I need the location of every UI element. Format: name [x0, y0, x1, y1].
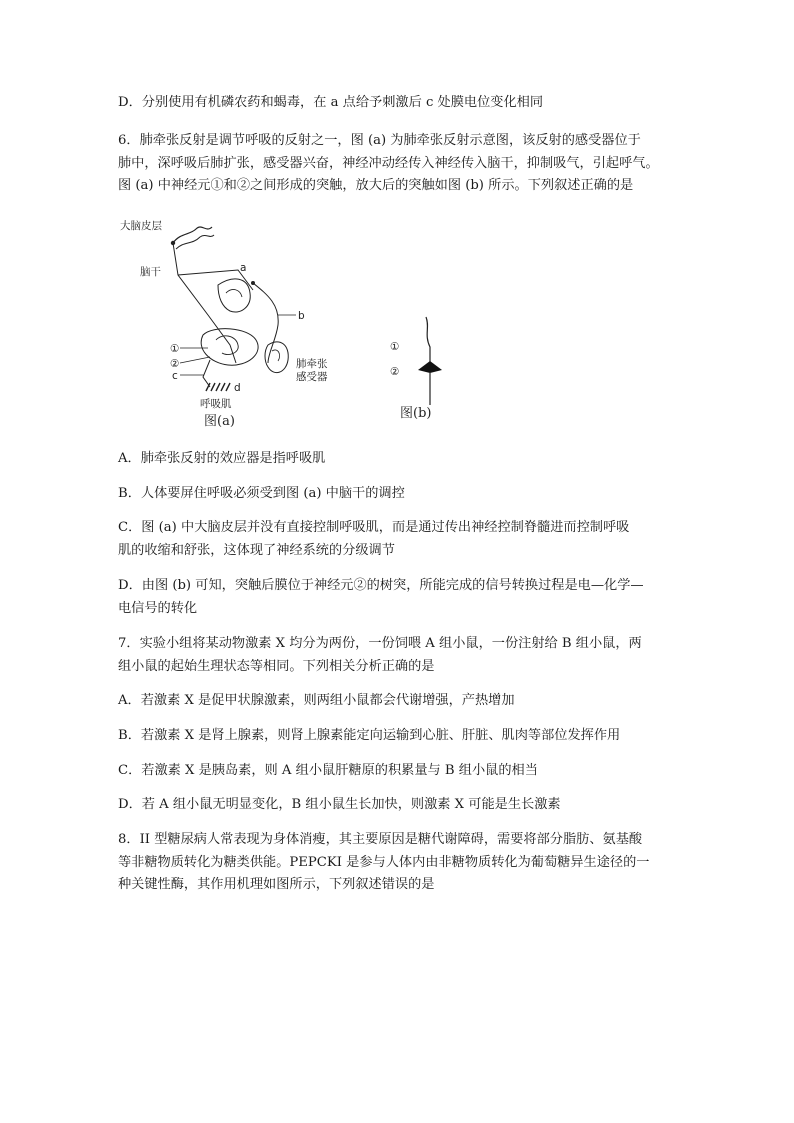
q6-stem — [118, 130, 680, 198]
label-respiratory-muscle: 呼吸肌 — [200, 398, 232, 410]
q8-stem: 8．II 型糖尿病人常表现为身体消瘦，其主要原因是糖代谢障碍，需要将部分脂肪、氨基酸 等非糖物质转化为糖类供能。PEPCKI 是参与人体内由非糖物质转化为葡萄糖异生途径的一 种关键性酶，其作用机理如图所示，下列叙述错误的是 — [118, 832, 650, 892]
q6-stem-line: 图 (a) 中神经元①和②之间形成的突触，放大后的突触如图 (b) 所示。下列叙述正确的是 — [118, 178, 634, 193]
q6-option-b: B．人体要屏住呼吸必须受到图 (a) 中脑干的调控 — [118, 486, 405, 501]
reflex-diagram — [118, 215, 458, 430]
fig-b-label-neuron-2: ② — [390, 366, 400, 378]
q7-option-d: D．若 A 组小鼠无明显变化，B 组小鼠生长加快，则激素 X 可能是生长激素 — [118, 797, 561, 812]
q6-option-a: A．肺牵张反射的效应器是指呼吸肌 — [118, 451, 326, 466]
label-c: c — [172, 370, 178, 382]
label-neuron-2: ② — [170, 358, 180, 370]
q6-stem-line: 肺中，深呼吸后肺扩张，感受器兴奋，神经冲动经传入神经传入脑干，抑制吸气，引起呼气。 — [118, 155, 659, 171]
q7-option-c: C．若激素 X 是胰岛素，则 A 组小鼠肝糖原的积累量与 B 组小鼠的相当 — [118, 763, 538, 778]
q6-stem-line: 6．肺牵张反射是调节呼吸的反射之一，图 (a) 为肺牵张反射示意图，该反射的感受器位于 — [118, 133, 641, 148]
q7-option-a: A．若激素 X 是促甲状腺激素，则两组小鼠都会代谢增强，产热增加 — [118, 693, 515, 708]
q7-stem: 7．实验小组将某动物激素 X 均分为两份，一份饲喂 A 组小鼠，一份注射给 B 组小鼠，两 组小鼠的起始生理状态等相同。下列相关分析正确的是 — [118, 636, 642, 674]
label-a: a — [240, 262, 247, 274]
caption-fig-a: 图(a) — [204, 414, 235, 429]
q7-option-b: B．若激素 X 是肾上腺素，则肾上腺素能定向运输到心脏、肝脏、肌肉等部位发挥作用 — [118, 728, 621, 743]
label-d: d — [234, 382, 241, 394]
q6-option-c: C．图 (a) 中大脑皮层并没有直接控制呼吸肌，而是通过传出神经控制脊髓进而控制呼吸 肌的收缩和舒张，这体现了神经系统的分级调节 — [118, 520, 630, 558]
q6-figure — [118, 215, 458, 430]
label-brainstem: 脑干 — [140, 266, 161, 278]
label-neuron-1: ① — [170, 343, 180, 355]
label-b: b — [298, 310, 305, 322]
q6-option-d: D．由图 (b) 可知，突触后膜位于神经元②的树突，所能完成的信号转换过程是电—化学— 电信号的转化 — [118, 578, 644, 616]
caption-fig-b: 图(b) — [400, 406, 432, 421]
fig-b-label-neuron-1: ① — [390, 341, 400, 353]
label-cortex: 大脑皮层 — [120, 220, 162, 232]
q5-option-d: D．分别使用有机磷农药和蝎毒，在 a 点给予刺激后 c 处膜电位变化相同 — [118, 95, 544, 110]
label-receptor-line2: 感受器 — [296, 371, 328, 383]
label-receptor-line1: 肺牵张 — [296, 358, 328, 370]
